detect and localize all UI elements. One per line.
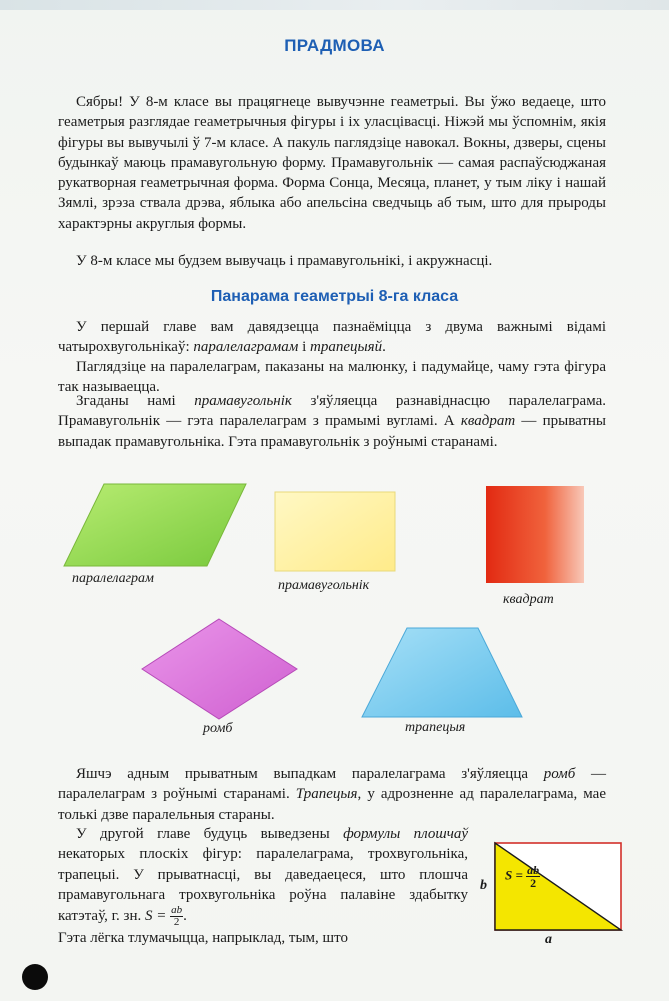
p7-formula-end: . bbox=[183, 908, 187, 925]
parallelogram-shape bbox=[64, 484, 246, 566]
triangle-label-a: a bbox=[545, 932, 552, 947]
p6-text-mid: — паралелаграм з роўнымі старанамі. bbox=[58, 766, 606, 803]
p7-formula-numerator: ab bbox=[171, 904, 183, 917]
label-rectangle: прамавугольнік bbox=[278, 578, 370, 593]
p7-formula-fraction bbox=[170, 905, 183, 928]
page-title: ПРАДМОВА bbox=[284, 36, 385, 55]
p7-formula-s: S = bbox=[145, 908, 171, 925]
intro-paragraph-1-text: Сябры! У 8-м класе вы працягнеце вывучэнне геаметрыі. Вы ўжо ведаеце, што геаметрыя разглядае геаметрычныя фігуры і іх уласцівасці. Ніжэй мы ўспомнім, якія фігуры вы вывучылі ў 7-м класе. А пакуль паглядзіце навокал. Вокны, дзверы, сцены будынкаў маюць прамавугольную форму. Прамавугольнік — самая распаўсюджаная рукатворная геаметрычная форма. Форма Сонца, Месяца, планет, у тым ліку і нашай Зямлі, зрэза ствала дрэва, яблыка або апельсіна сведчыць аб тым, што для прыроды характэрны акруглыя формы. bbox=[58, 94, 606, 232]
triangle-label-b: b bbox=[480, 878, 487, 893]
p3-text-mid: і bbox=[298, 339, 310, 356]
page-marker-dot bbox=[22, 964, 48, 990]
p6-term-rhombus: ромб bbox=[543, 766, 576, 782]
triangle-formula-fraction bbox=[526, 864, 540, 889]
p5-text-start: Згаданы намі bbox=[76, 393, 195, 409]
triangle-formula-numerator: ab bbox=[527, 863, 540, 877]
p5-text-mid: з'яўляецца разнавіднасцю паралелаграма. Прамавугольнік — гэта паралелаграм з прамымі вугламі. А bbox=[58, 393, 606, 430]
p7-text-mid: некаторых плоскіх фігур: паралелаграма, трохвугольніка, трапецыі. У прыватнасці, вы даведаецеся, што плошча прамавугольнага трохвугольніка роўна палавіне здабытку катэтаў, г. зн. bbox=[58, 846, 468, 925]
section-title: Панарама геаметрыі 8-га класа bbox=[210, 288, 459, 305]
p3-term-parallelogram: паралелаграмам bbox=[193, 339, 299, 356]
p5-term-square: квадрат bbox=[460, 413, 516, 430]
p6-text-start: Яшчэ адным прыватным выпадкам паралелаграма з'яўляецца bbox=[76, 766, 544, 782]
p4-text: Паглядзіце на паралелаграм, паказаны на малюнку, і падумайце, чаму гэта фігура так называецца. bbox=[58, 359, 606, 396]
triangle-formula-s: S = bbox=[505, 867, 527, 883]
rhombus-shape bbox=[142, 619, 297, 719]
square-shape bbox=[486, 486, 584, 583]
p5-term-rectangle: прамавугольнік bbox=[194, 393, 292, 409]
label-trapezoid: трапецыя bbox=[405, 720, 466, 735]
bottom-paragraph-1 bbox=[58, 764, 606, 825]
bottom-paragraph-2 bbox=[58, 824, 468, 948]
p6-text-end: , у адрозненне ад паралелаграма, мае толькі дзве паралельныя стараны. bbox=[58, 786, 606, 823]
intro-paragraph-2-text: У 8-м класе мы будзем вывучаць і прамавугольнікі, і акружнасці. bbox=[76, 253, 493, 269]
triangle-formula-denominator: 2 bbox=[530, 876, 537, 890]
label-parallelogram: паралелаграм bbox=[72, 571, 154, 586]
p3-text-end: . bbox=[382, 339, 386, 356]
p7-term-area-formulas: формулы плошчаў bbox=[343, 826, 469, 842]
p7-text-start: У другой главе будуць выведзены bbox=[76, 826, 344, 842]
p7-formula-denominator: 2 bbox=[173, 916, 180, 929]
label-rhombus: ромб bbox=[203, 721, 233, 736]
trapezoid-shape bbox=[362, 628, 522, 717]
p6-term-trapezoid: Трапецыя bbox=[295, 786, 358, 803]
p3-text-start: У першай главе вам давядзецца пазнаёміцца з двума важнымі відамі чатырохвугольнікаў: bbox=[58, 319, 606, 356]
triangle-formula bbox=[505, 864, 540, 889]
p8-text: Гэта лёгка тлумачыцца, напрыклад, тым, што bbox=[58, 930, 348, 947]
label-square: квадрат bbox=[503, 592, 554, 607]
p5-text-end: — прыватны выпадак прамавугольніка. Гэта прамавугольнік з роўнымі старанамі. bbox=[58, 413, 607, 450]
rectangle-shape bbox=[275, 492, 395, 571]
p3-term-trapezoid: трапецыяй bbox=[309, 339, 383, 356]
